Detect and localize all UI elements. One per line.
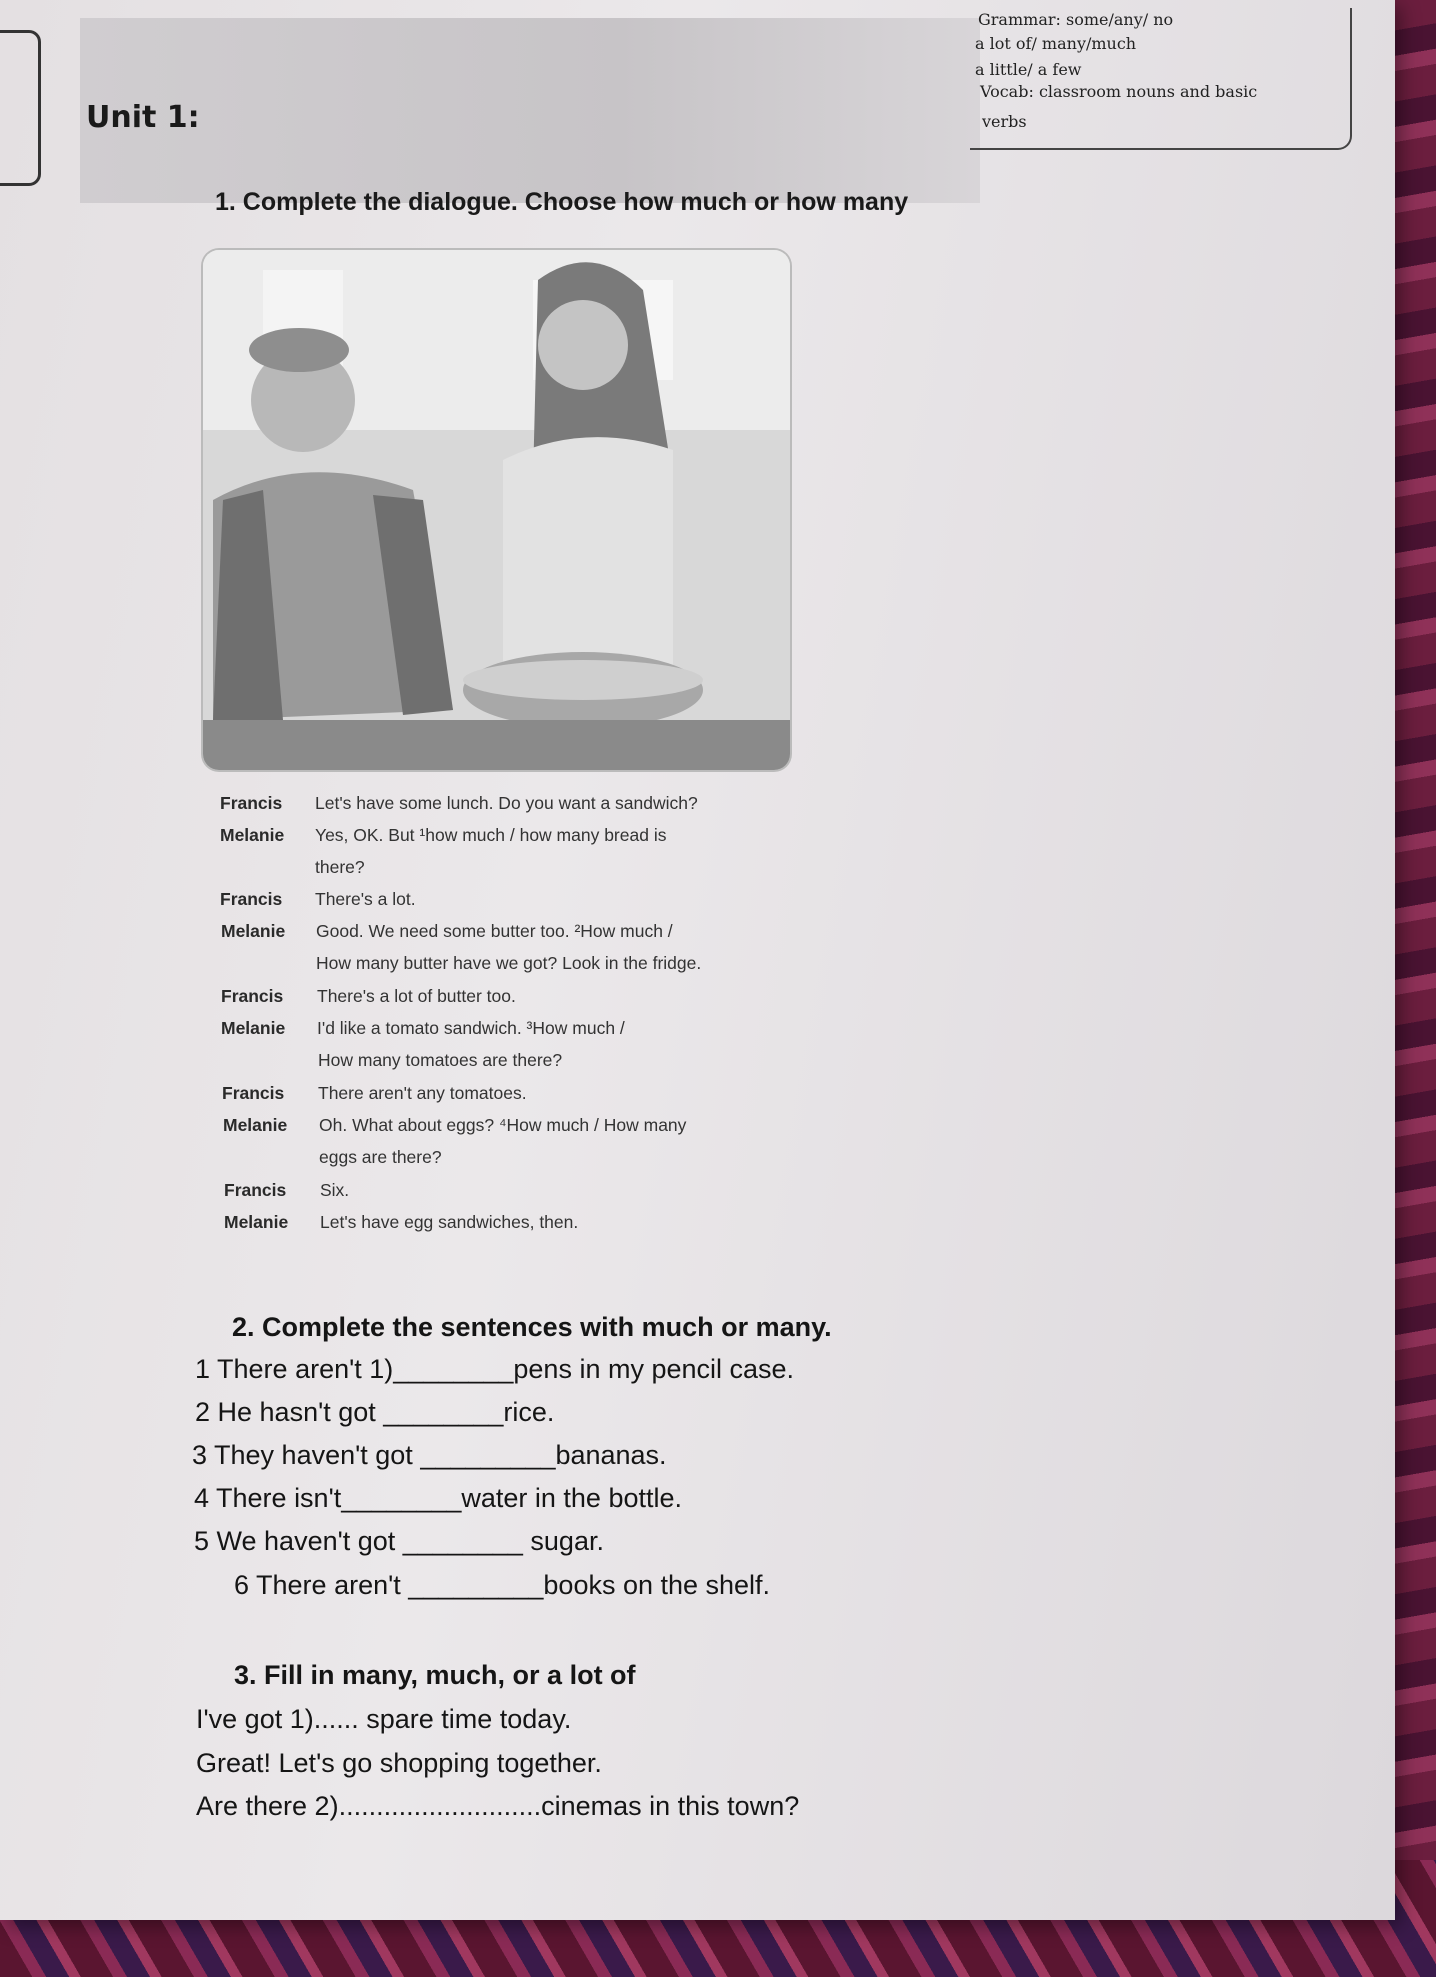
dialogue-text: Let's have some lunch. Do you want a sandwich? [315,793,698,813]
exercise3-item: I've got 1)...... spare time today. [196,1704,572,1734]
dialogue-text: Yes, OK. But ¹how much / how many bread is [315,825,667,845]
dialogue-text: Good. We need some butter too. ²How much / [316,921,673,941]
unit-title: Unit 1: [86,100,200,135]
exercise2-item: 1 There aren't 1)________pens in my pencil case. [195,1354,795,1384]
header-left-box [0,30,41,186]
exercise1-heading: 1. Complete the dialogue. Choose how much or how many [215,188,909,216]
speaker-name: Melanie [220,825,285,845]
dialogue-text: I'd like a tomato sandwich. ³How much / [317,1018,625,1038]
speaker-name: Francis [222,1083,285,1103]
dialogue-text: Oh. What about eggs? ⁴How much / How many [319,1115,687,1135]
exercise3-heading: 3. Fill in many, much, or a lot of [234,1660,636,1690]
speaker-name: Francis [221,986,284,1006]
grammar-line: a lot of/ many/much [975,34,1137,53]
background-fabric-right [1395,0,1436,1977]
exercise3-item: Are there 2)...........................cinemas in this town? [196,1791,800,1821]
exercise3-item: Great! Let's go shopping together. [196,1748,602,1778]
exercise2-item: 2 He hasn't got ________rice. [195,1397,555,1427]
dialogue-text: How many tomatoes are there? [318,1050,563,1070]
exercise2-item: 4 There isn't________water in the bottle. [194,1483,682,1513]
exercise2-heading: 2. Complete the sentences with much or many. [232,1312,832,1342]
dialogue-text: eggs are there? [319,1147,442,1167]
grammar-line: verbs [982,112,1027,131]
exercise2-item: 3 They haven't got _________bananas. [192,1440,667,1470]
dialogue-text: How many butter have we got? Look in the fridge. [316,953,702,973]
grammar-line: Grammar: some/any/ no [978,10,1174,29]
grammar-line: Vocab: classroom nouns and basic [980,82,1258,101]
photo-of-man-and-woman-icon [203,250,790,770]
speaker-name: Melanie [221,921,286,941]
speaker-name: Francis [220,793,283,813]
speaker-name: Francis [224,1180,287,1200]
exercise2-item: 6 There aren't _________books on the shelf. [234,1570,771,1600]
dialogue-text: There's a lot. [315,889,416,909]
grammar-vocab-box [970,8,1352,150]
dialogue-text: there? [315,857,365,877]
speaker-name: Francis [220,889,283,909]
dialogue-text: Let's have egg sandwiches, then. [320,1212,579,1232]
exercise2-item: 5 We haven't got ________ sugar. [194,1526,604,1556]
dialogue-text: There's a lot of butter too. [317,986,516,1006]
dialogue-text: Six. [320,1180,350,1200]
grammar-line: a little/ a few [975,60,1082,79]
speaker-name: Melanie [221,1018,286,1038]
header-band [80,18,980,203]
dialogue-text: There aren't any tomatoes. [318,1083,527,1103]
speaker-name: Melanie [223,1115,288,1135]
speaker-name: Melanie [224,1212,289,1232]
